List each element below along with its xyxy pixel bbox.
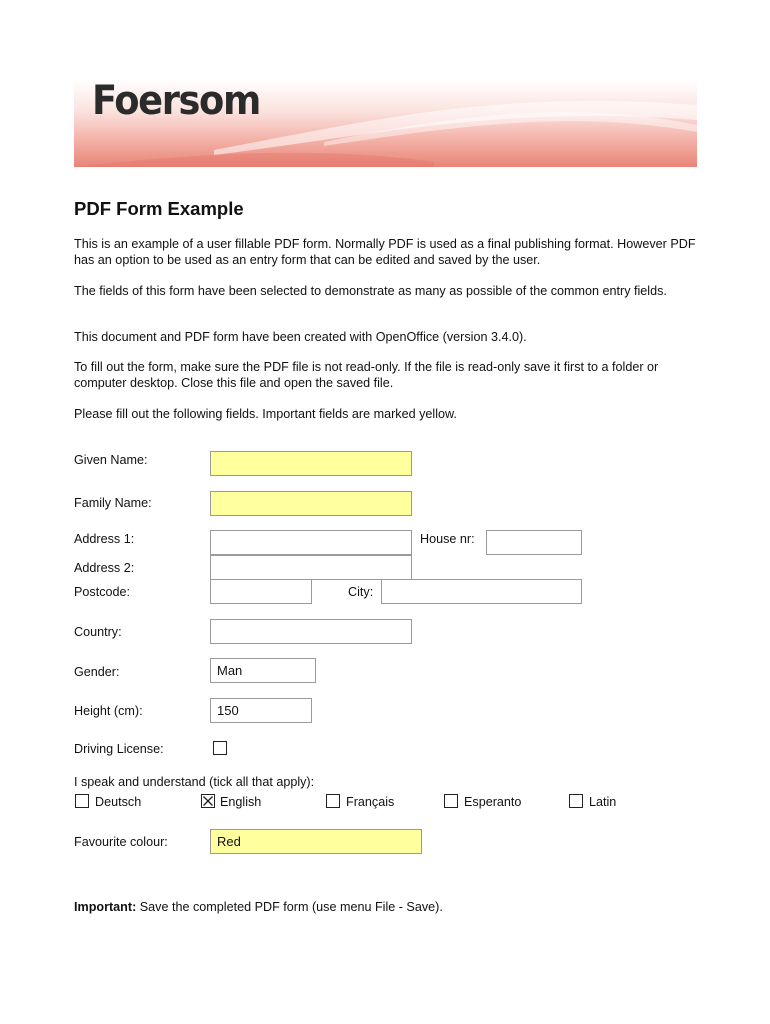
languages-label: I speak and understand (tick all that apply): (74, 775, 315, 789)
francais-checkbox[interactable] (326, 794, 340, 808)
height-label: Height (cm): (74, 704, 143, 718)
favourite-colour-select[interactable]: Red (210, 829, 422, 854)
esperanto-checkbox[interactable] (444, 794, 458, 808)
important-note (74, 900, 443, 914)
readonly-paragraph: To fill out the form, make sure the PDF file is not read-only. If the file is read-only save it first to a folder or computer desktop. Close this file and open the saved file. (74, 360, 659, 390)
address1-label: Address 1: (74, 532, 135, 546)
city-field[interactable] (381, 579, 582, 604)
postcode-field[interactable] (210, 579, 312, 604)
latin-label: Latin (589, 795, 617, 809)
address2-label: Address 2: (74, 561, 135, 575)
important-label: Important: (74, 900, 137, 914)
deutsch-checkbox[interactable] (75, 794, 89, 808)
family-name-field[interactable] (210, 491, 412, 516)
family-name-label: Family Name: (74, 496, 152, 510)
gender-label: Gender: (74, 665, 120, 679)
given-name-label: Given Name: (74, 453, 148, 467)
favourite-colour-label: Favourite colour: (74, 835, 168, 849)
address2-field[interactable] (210, 555, 412, 580)
height-field[interactable]: 150 (210, 698, 312, 723)
instructions-paragraph: Please fill out the following fields. Important fields are marked yellow. (74, 407, 457, 421)
latin-checkbox[interactable] (569, 794, 583, 808)
deutsch-label: Deutsch (95, 795, 142, 809)
checkmark-x-icon (202, 795, 214, 807)
city-label: City: (348, 585, 374, 599)
francais-label: Français (346, 795, 395, 809)
important-text: Save the completed PDF form (use menu File - Save). (136, 900, 443, 914)
house-nr-field[interactable] (486, 530, 582, 555)
english-checkbox[interactable] (201, 794, 215, 808)
country-field[interactable] (210, 619, 412, 644)
intro-paragraph: This is an example of a user fillable PDF form. Normally PDF is used as a final publishing format. However PDF has an option to be used as an entry form that can be edited and saved by the user. (74, 237, 696, 267)
openoffice-paragraph: This document and PDF form have been created with OpenOffice (version 3.4.0). (74, 330, 527, 344)
fields-paragraph: The fields of this form have been selected to demonstrate as many as possible of the common entry fields. (74, 284, 667, 298)
given-name-field[interactable] (210, 451, 412, 476)
postcode-label: Postcode: (74, 585, 131, 599)
page-title: PDF Form Example (74, 198, 244, 219)
country-label: Country: (74, 625, 122, 639)
house-nr-label: House nr: (420, 532, 475, 546)
driving-license-checkbox[interactable] (213, 741, 227, 755)
gender-field[interactable]: Man (210, 658, 316, 683)
english-label: English (220, 795, 262, 809)
driving-license-label: Driving License: (74, 742, 164, 756)
esperanto-label: Esperanto (464, 795, 522, 809)
address1-field[interactable] (210, 530, 412, 555)
foersom-logo: Foersom (92, 78, 260, 124)
